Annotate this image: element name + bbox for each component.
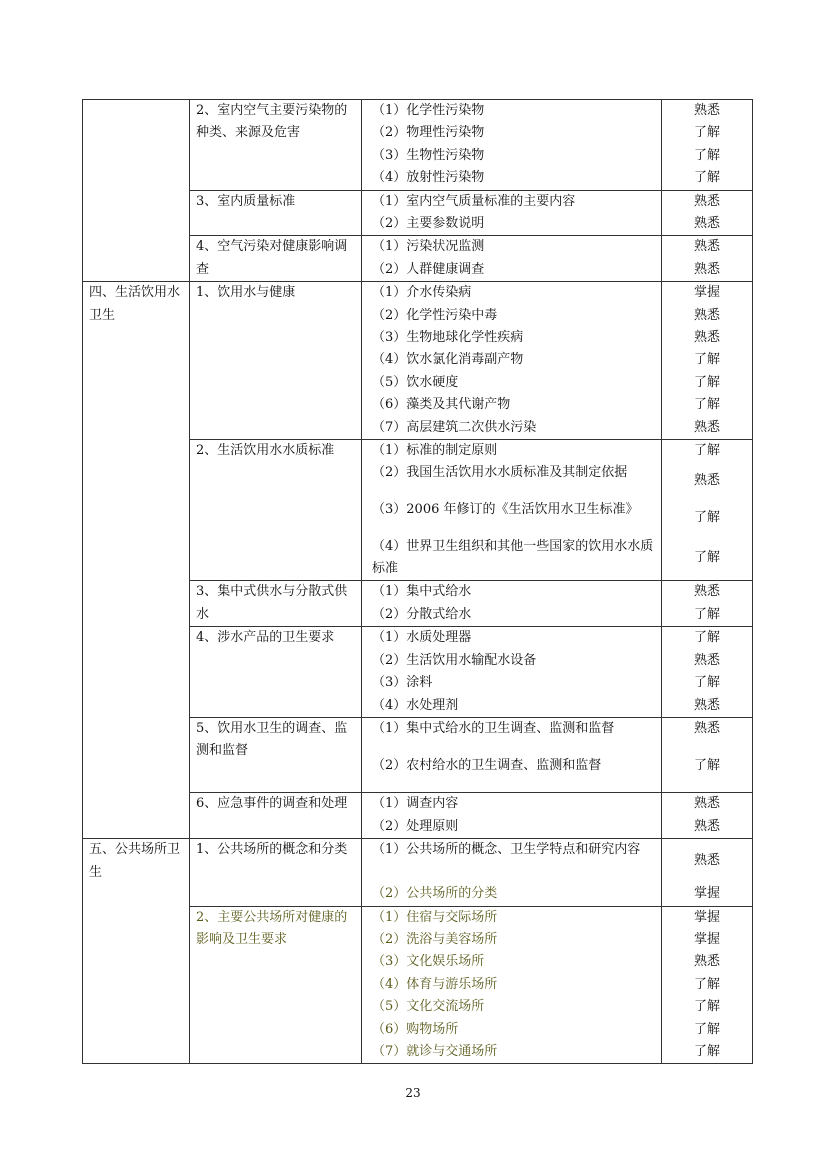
syllabus-table — [82, 99, 753, 1064]
topic-cell: 1、饮用水与健康 — [190, 282, 362, 440]
level-label: 了解 — [693, 758, 720, 774]
list-item: （2）主要参数说明 — [372, 216, 485, 232]
level-label: 了解 — [693, 443, 720, 459]
topic-cell: 6、应急事件的调查和处理 — [190, 793, 362, 839]
items-cell — [362, 282, 662, 440]
level-label: 了解 — [693, 125, 720, 141]
unit-cell: 五、公共场所卫生 — [83, 839, 190, 1064]
level-label: 熟悉 — [693, 652, 720, 668]
topic-cell: 5、饮用水卫生的调查、监测和监督 — [190, 717, 362, 792]
level-label: 了解 — [693, 675, 720, 691]
list-item: （3）文化娱乐场所 — [372, 954, 485, 970]
list-item: （4）放射性污染物 — [372, 170, 485, 186]
level-label: 熟悉 — [693, 472, 720, 488]
table-row — [83, 100, 753, 191]
level-label: 熟悉 — [693, 853, 720, 869]
level-label: 了解 — [693, 374, 720, 390]
items-cell — [362, 190, 662, 236]
items-cell — [362, 581, 662, 627]
list-item: （2）物理性污染物 — [372, 125, 485, 141]
items-cell — [362, 717, 662, 792]
topic-cell: 2、室内空气主要污染物的种类、来源及危害 — [190, 100, 362, 191]
unit-cell — [83, 100, 190, 282]
levels-cell — [662, 906, 753, 1064]
level-label: 熟悉 — [693, 419, 720, 435]
items-cell — [362, 627, 662, 718]
list-item: （4）水处理剂 — [372, 697, 459, 713]
level-label: 掌握 — [693, 909, 720, 925]
list-item: （2）农村给水的卫生调查、监测和监督 — [372, 758, 602, 774]
level-label: 熟悉 — [693, 307, 720, 323]
list-item: （1）水质处理器 — [372, 630, 472, 646]
items-cell — [362, 839, 662, 906]
topic-cell: 1、公共场所的概念和分类 — [190, 839, 362, 906]
level-label: 熟悉 — [693, 818, 720, 834]
list-item: （1）住宿与交际场所 — [372, 909, 498, 925]
list-item: （3）生物地球化学性疾病 — [372, 330, 524, 346]
level-label: 熟悉 — [693, 330, 720, 346]
levels-cell — [662, 282, 753, 440]
list-item: （2）分散式给水 — [372, 606, 472, 622]
levels-cell — [662, 839, 753, 906]
items-cell — [362, 906, 662, 1064]
level-label: 了解 — [693, 147, 720, 163]
level-label: 掌握 — [693, 931, 720, 947]
level-label: 掌握 — [693, 886, 720, 902]
topic-cell: 2、主要公共场所对健康的影响及卫生要求 — [190, 906, 362, 1064]
level-label: 熟悉 — [693, 584, 720, 600]
levels-cell — [662, 440, 753, 581]
list-item: （2）人群健康调查 — [372, 261, 485, 277]
table-row — [83, 282, 753, 440]
level-label: 熟悉 — [693, 261, 720, 277]
list-item: （2）公共场所的分类 — [372, 886, 498, 902]
list-item: （1）化学性污染物 — [372, 103, 485, 118]
level-label: 了解 — [693, 509, 720, 525]
list-item: （3）2006 年修订的《生活饮用水卫生标准》 — [372, 502, 639, 518]
topic-cell: 3、室内质量标准 — [190, 190, 362, 236]
topic-cell: 4、空气污染对健康影响调查 — [190, 236, 362, 282]
level-label: 了解 — [693, 550, 720, 566]
level-label: 熟悉 — [693, 193, 720, 209]
list-item: （4）体育与游乐场所 — [372, 976, 498, 992]
level-label: 熟悉 — [693, 239, 720, 255]
list-item: （4）饮水氯化消毒副产物 — [372, 352, 524, 368]
level-label: 熟悉 — [693, 796, 720, 812]
levels-cell — [662, 236, 753, 282]
list-item: （1）介水传染病 — [372, 285, 472, 301]
topic-cell: 2、生活饮用水水质标准 — [190, 440, 362, 581]
list-item: （1）室内空气质量标准的主要内容 — [372, 193, 576, 209]
list-item: （2）化学性污染中毒 — [372, 307, 498, 323]
levels-cell — [662, 581, 753, 627]
list-item: （6）购物场所 — [372, 1021, 459, 1037]
list-item: （2）洗浴与美容场所 — [372, 931, 498, 947]
levels-cell — [662, 793, 753, 839]
items-cell — [362, 236, 662, 282]
level-label: 掌握 — [693, 285, 720, 301]
table-row — [83, 839, 753, 906]
list-item: （1）标准的制定原则 — [372, 443, 498, 459]
list-item: （1）集中式给水的卫生调查、监测和监督 — [372, 720, 615, 736]
levels-cell — [662, 627, 753, 718]
unit-cell: 四、生活饮用水卫生 — [83, 282, 190, 839]
list-item: （2）生活饮用水输配水设备 — [372, 652, 537, 668]
level-label: 了解 — [693, 1021, 720, 1037]
level-label: 了解 — [693, 606, 720, 622]
level-label: 了解 — [693, 170, 720, 186]
list-item: （6）藻类及其代谢产物 — [372, 397, 511, 413]
list-item: （5）文化交流场所 — [372, 999, 485, 1015]
level-label: 熟悉 — [693, 216, 720, 232]
page-number: 23 — [405, 1086, 421, 1100]
list-item: （2）我国生活饮用水水质标准及其制定依据 — [372, 465, 628, 481]
level-label: 了解 — [693, 352, 720, 368]
list-item: （1）调查内容 — [372, 796, 459, 812]
level-label: 了解 — [693, 976, 720, 992]
items-cell — [362, 440, 662, 581]
level-label: 了解 — [693, 999, 720, 1015]
levels-cell — [662, 717, 753, 792]
level-label: 了解 — [693, 1043, 720, 1059]
list-item: （3）生物性污染物 — [372, 147, 485, 163]
list-item: （3）涂料 — [372, 675, 433, 691]
level-label: 熟悉 — [693, 103, 720, 118]
level-label: 熟悉 — [693, 697, 720, 713]
level-label: 了解 — [693, 397, 720, 413]
list-item: （1）集中式给水 — [372, 584, 472, 600]
list-item: （7）就诊与交通场所 — [372, 1043, 498, 1059]
items-cell — [362, 793, 662, 839]
items-cell — [362, 100, 662, 191]
list-item: （5）饮水硬度 — [372, 374, 459, 390]
list-item: （7）高层建筑二次供水污染 — [372, 419, 537, 435]
levels-cell — [662, 190, 753, 236]
list-item: （2）处理原则 — [372, 818, 459, 834]
list-item: （4）世界卫生组织和其他一些国家的饮用水水质标准 — [372, 539, 654, 577]
levels-cell — [662, 100, 753, 191]
list-item: （1）公共场所的概念、卫生学特点和研究内容 — [372, 842, 641, 858]
level-label: 了解 — [693, 630, 720, 646]
level-label: 熟悉 — [693, 720, 720, 736]
topic-cell: 4、涉水产品的卫生要求 — [190, 627, 362, 718]
list-item: （1）污染状况监测 — [372, 239, 485, 255]
level-label: 熟悉 — [693, 954, 720, 970]
topic-cell: 3、集中式供水与分散式供水 — [190, 581, 362, 627]
